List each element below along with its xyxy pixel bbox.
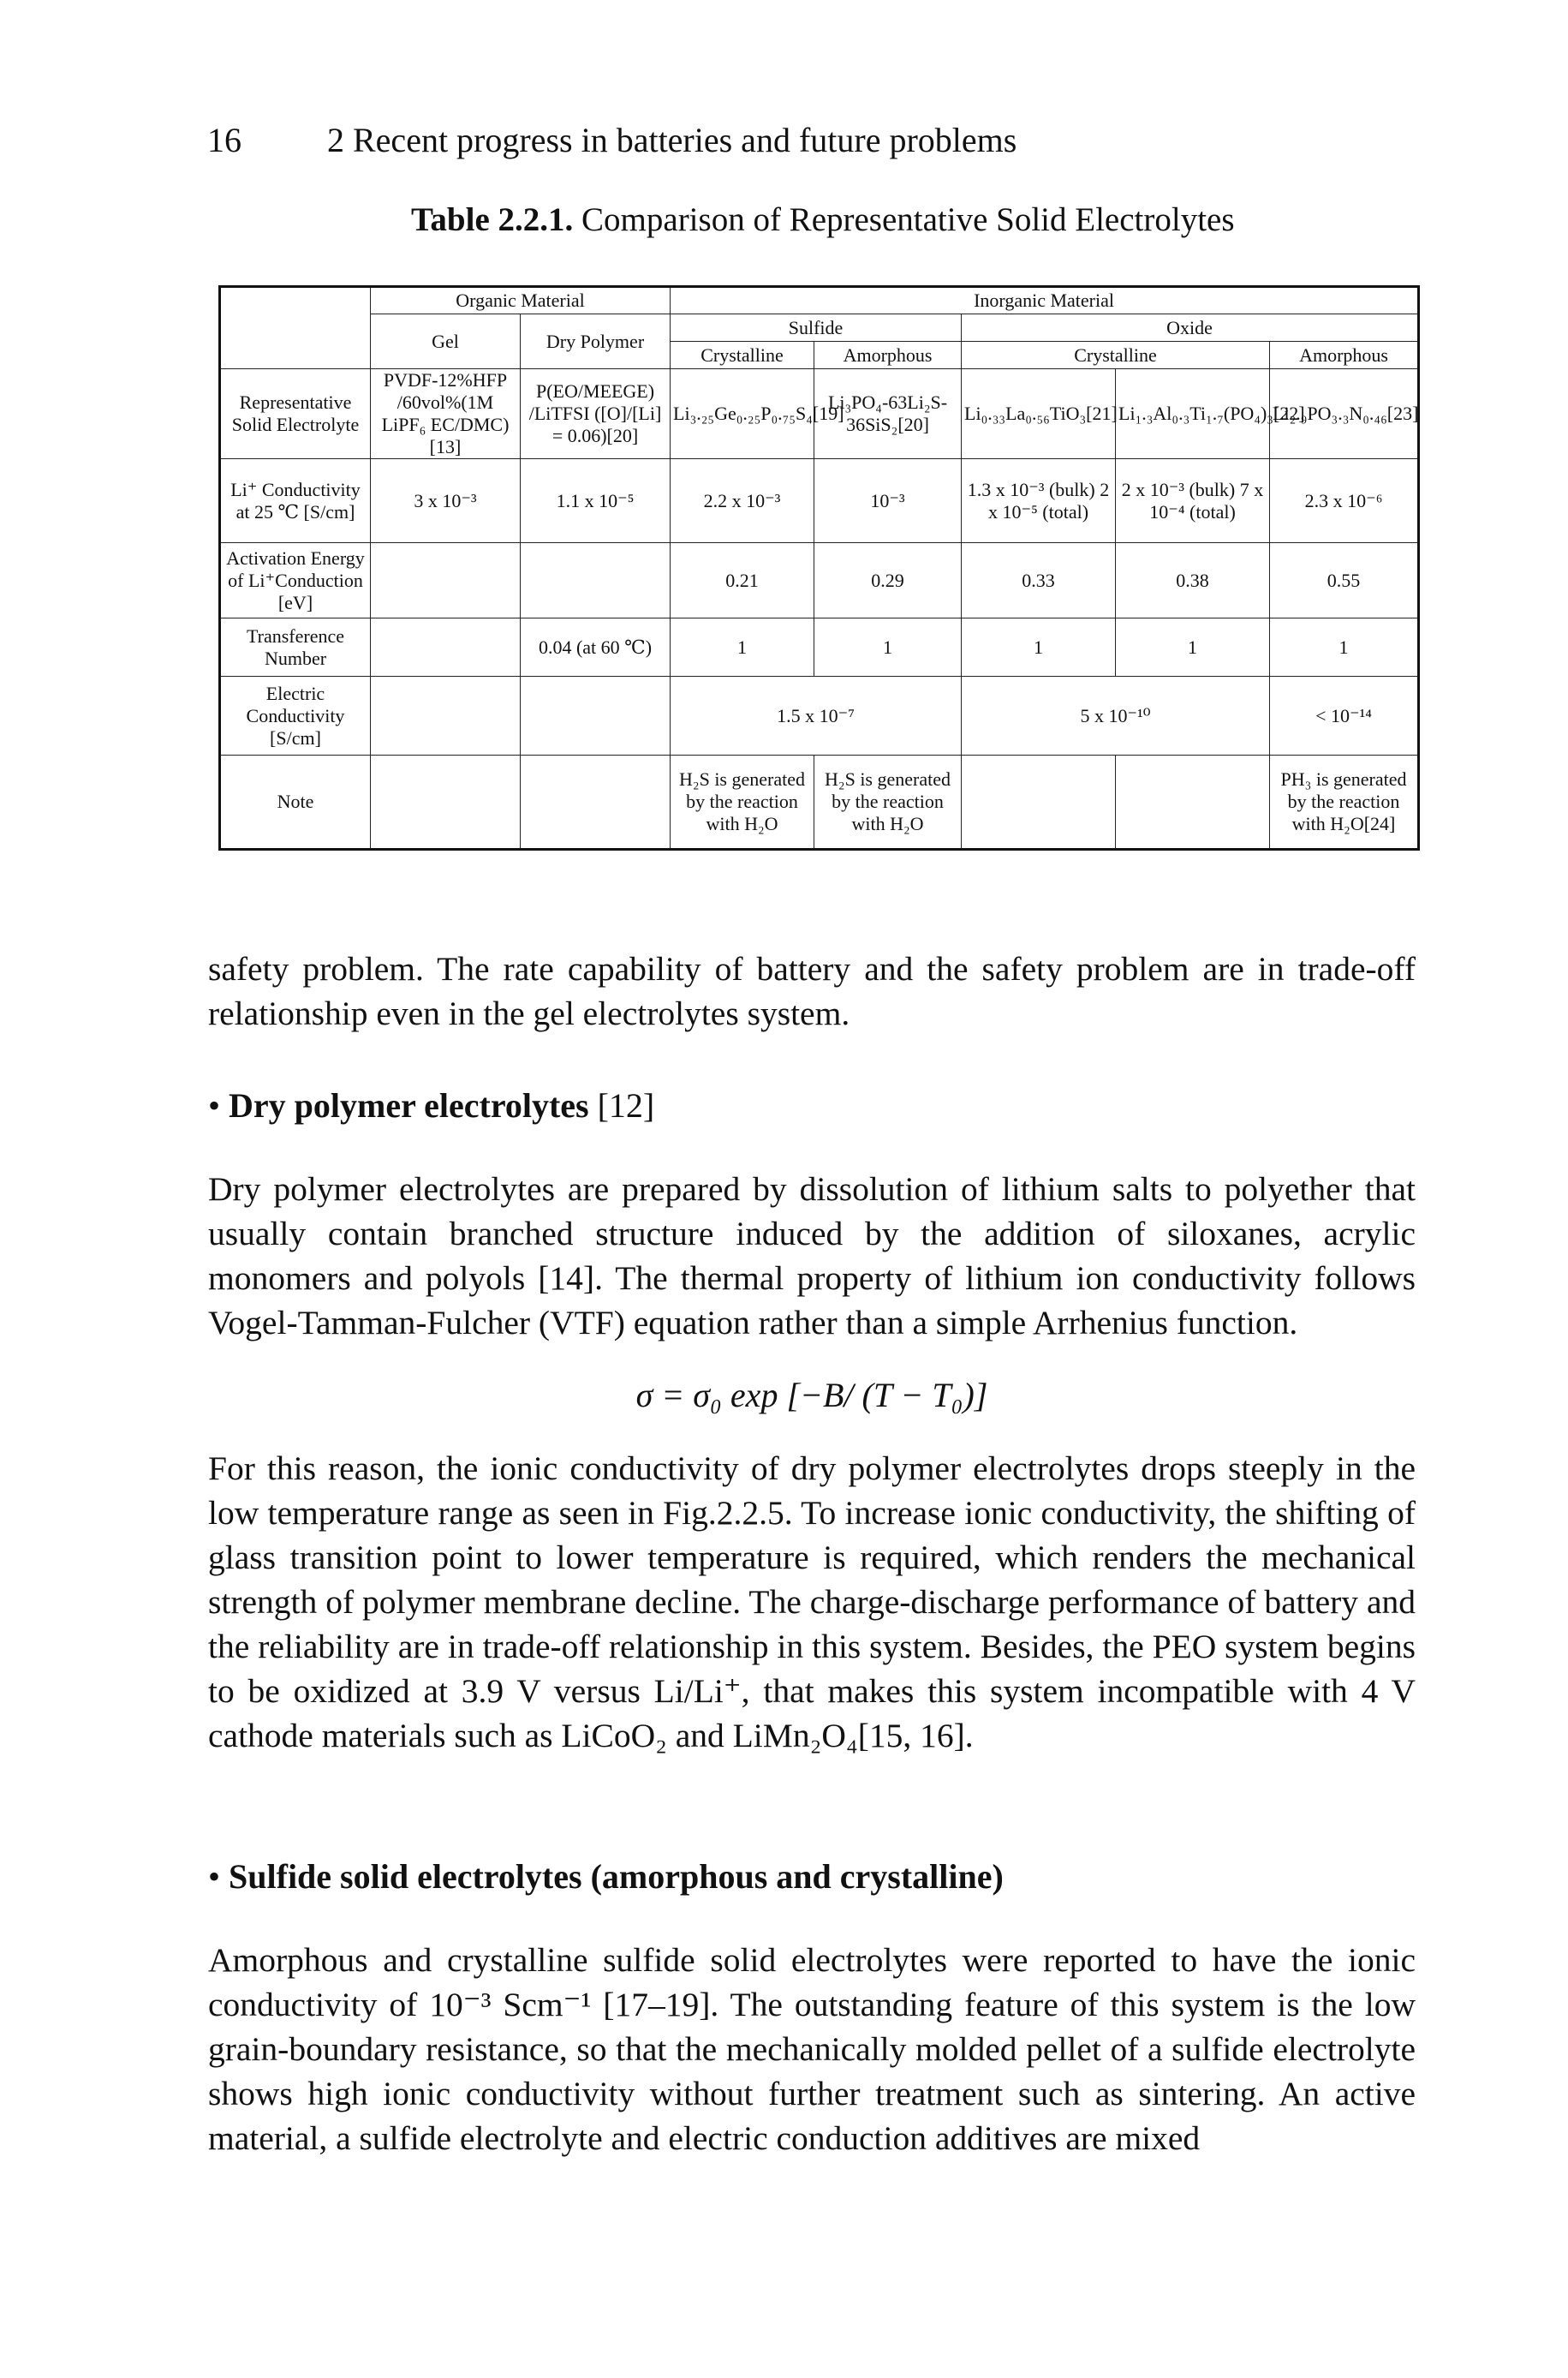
table-cell: 1 [962,618,1116,677]
col-header-oxide: Oxide [962,314,1419,342]
table-cell [371,543,521,618]
row-label-representative: Representative Solid Electrolyte [220,369,371,459]
table-cell: 5 x 10⁻¹⁰ [962,677,1270,756]
table-cell: 0.04 (at 60 ℃) [521,618,671,677]
table-cell: PH₃ is generated by the reaction with H₂O[24] [1270,756,1419,850]
table-cell: 1 [1270,618,1419,677]
heading-ref: [12] [597,1086,655,1125]
table-cell: 2.3 x 10⁻⁶ [1270,459,1419,543]
heading-text: Dry polymer electrolytes [229,1086,589,1125]
paragraph-text: Dry polymer electrolytes are prepared by dissolution of lithium salts to polyether that usually contain branched structure induced by the addition of siloxanes, acrylic monomers and polyols [14]. The thermal property of lithium ion conductivity follows Vogel-Tamman-Fulcher (VTF) equation rather than a simple Arrhenius function. [208,1170,1416,1341]
col-header-inorganic: Inorganic Material [671,287,1419,314]
bullet: • [208,1086,221,1125]
table-cell [371,677,521,756]
row-label-note: Note [220,756,371,850]
table-cell: 10⁻³ [814,459,962,543]
table-row [220,677,1419,756]
table-cell: Li₁.₃Al₀.₃Ti₁.₇(PO₄)₃[22] [1116,369,1270,459]
table-caption-label: Table 2.2.1. [411,201,574,238]
section-heading-dry-polymer [208,1084,1416,1128]
table-cell: Li₃PO₄-63Li₂S-36SiS₂[20] [814,369,962,459]
table-cell [371,618,521,677]
table-row [220,459,1419,543]
table-cell: 0.38 [1116,543,1270,618]
table-row [220,369,1419,459]
table-cell: 1 [814,618,962,677]
row-label-transference: Transference Number [220,618,371,677]
table-cell: 0.21 [671,543,814,618]
table-cell: 1 [671,618,814,677]
table-cell: 2 x 10⁻³ (bulk) 7 x 10⁻⁴ (total) [1116,459,1270,543]
table-cell: 1.3 x 10⁻³ (bulk) 2 x 10⁻⁵ (total) [962,459,1116,543]
table-row [220,287,1419,314]
paragraph-3 [208,1446,1416,1758]
heading-text: Sulfide solid electrolytes (amorphous and crystalline) [229,1857,1004,1896]
table-caption-text: Comparison of Representative Solid Electrolytes [581,201,1235,238]
table-row [220,314,1419,342]
row-label-activation: Activation Energy of Li⁺Conduction [eV] [220,543,371,618]
table-row [220,618,1419,677]
col-header-organic: Organic Material [371,287,671,314]
paragraph-2 [208,1167,1416,1345]
paragraph-text: For this reason, the ionic conductivity of dry polymer electrolytes drops steeply in the low temperature range as seen in Fig.2.2.5. To increase ionic conductivity, the shifting of glass transition point to lower temperature is required, which renders the mechanical strength of polymer membrane decline. The charge-discharge performance of battery and the reliability are in trade-off relationship in this system. Besides, the PEO system begins to be oxidized at 3.9 V versus Li/Li⁺, that makes this system incompatible with 4 V cathode materials such as LiCoO₂ and LiMn₂O₄[15, 16]. [208,1449,1416,1754]
paragraph-1 [208,947,1416,1036]
equation-text: σ = σ₀ exp [−B/ (T − T₀)] [635,1376,988,1414]
comparison-table [218,285,1420,851]
col-header-gel: Gel [371,314,521,369]
table-cell: Li₃.₂₅Ge₀.₂₅P₀.₇₅S₄[19] [671,369,814,459]
table-cell: 0.29 [814,543,962,618]
page-number: 16 [207,121,241,159]
table-cell [521,543,671,618]
bullet: • [208,1857,221,1896]
empty-corner-cell [220,287,371,369]
table-cell: 0.33 [962,543,1116,618]
col-header-sulfide-crystalline: Crystalline [671,342,814,369]
row-label-conductivity: Li⁺ Conductivity at 25 ℃ [S/cm] [220,459,371,543]
table-cell: Li₀.₃₃La₀.₅₆TiO₃[21] [962,369,1116,459]
table-cell: 1.5 x 10⁻⁷ [671,677,962,756]
table-row [220,543,1419,618]
table-cell: 2.2 x 10⁻³ [671,459,814,543]
table-cell: 3 x 10⁻³ [371,459,521,543]
table-row [220,756,1419,850]
table-cell: 1 [1116,618,1270,677]
table-cell: P(EO/MEEGE) /LiTFSI ([O]/[Li] = 0.06)[20] [521,369,671,459]
table-cell [1116,756,1270,850]
col-header-dry-polymer: Dry Polymer [521,314,671,369]
chapter-title: 2 Recent progress in batteries and future problems [327,121,1017,159]
row-label-electric: Electric Conductivity [S/cm] [220,677,371,756]
paragraph-text: safety problem. The rate capability of battery and the safety problem are in trade-off relationship even in the gel electrolytes system. [208,950,1416,1032]
vtf-equation [208,1373,1416,1418]
table-cell: Li₂.₉PO₃.₃N₀.₄₆[23] [1270,369,1419,459]
table-cell: 0.55 [1270,543,1419,618]
table-cell [962,756,1116,850]
col-header-sulfide: Sulfide [671,314,962,342]
paragraph-text: Amorphous and crystalline sulfide solid electrolytes were reported to have the ionic conductivity of 10⁻³ Scm⁻¹ [17–19]. The outstanding feature of this system is the low grain-boundary resistance, so that the mechanically molded pellet of a sulfide electrolyte shows high ionic conductivity without further treatment such as sintering. An active material, a sulfide electrolyte and electric conduction additives are mixed [208,1941,1416,2157]
table-cell [371,756,521,850]
table-cell [521,756,671,850]
comparison-table-wrap [218,285,1417,833]
table-cell [521,677,671,756]
col-header-oxide-amorphous: Amorphous [1270,342,1419,369]
table-caption [411,199,1267,242]
table-cell: < 10⁻¹⁴ [1270,677,1419,756]
paragraph-4 [208,1938,1416,2160]
table-cell: PVDF-12%HFP /60vol%(1M LiPF₆ EC/DMC)[13] [371,369,521,459]
col-header-oxide-crystalline: Crystalline [962,342,1270,369]
table-cell: H₂S is generated by the reaction with H₂O [814,756,962,850]
table-cell: 1.1 x 10⁻⁵ [521,459,671,543]
table-cell: H₂S is generated by the reaction with H₂O [671,756,814,850]
col-header-sulfide-amorphous: Amorphous [814,342,962,369]
running-head [207,118,1423,163]
section-heading-sulfide [208,1855,1416,1899]
